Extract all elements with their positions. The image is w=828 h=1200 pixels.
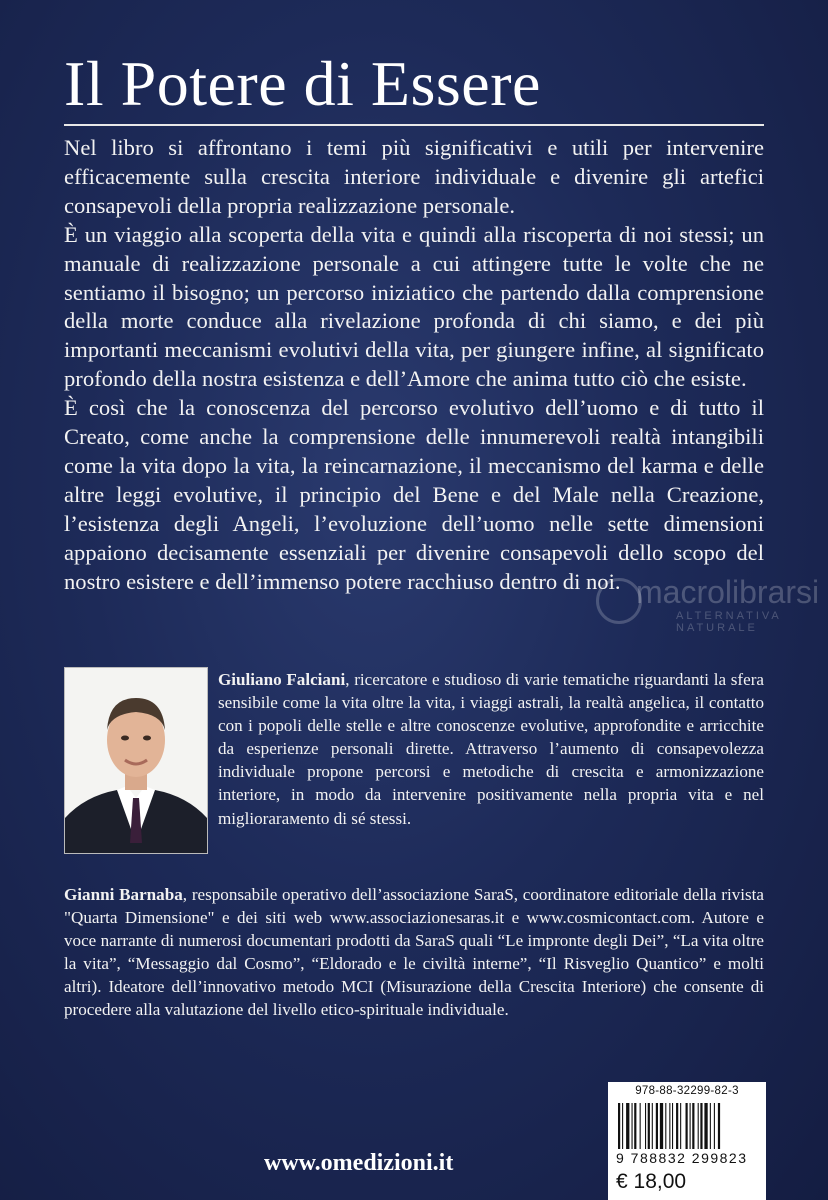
author2-name: Gianni Barnaba (64, 885, 183, 904)
barcode-icon (616, 1103, 758, 1149)
intro-text (64, 134, 764, 597)
ean-number: 9 788832 299823 (616, 1150, 748, 1166)
author1-bio-text: , ricercatore e studioso di varie tematiche riguardanti la sfera sensibile come la vita oltre la vita, i viaggi astrali, la realtà angelica, il contatto con i popoli delle stelle e altre conoscenze evolutive, approfondite e arricchite da esperienze personali dirette. Attraverso l’aumento di consapevolezza individuale propone percorsi e metodiche di crescita e armonizzazione interiore, in modo da intervenire positivamente nella propria vita e nel migliorarамento di sé stessi. (218, 670, 764, 828)
author-photo (64, 667, 208, 854)
author-portrait-icon (65, 668, 207, 853)
intro-paragraph: Nel libro si affrontano i temi più significativi e utili per intervenire efficacemente sulla crescita interiore individuale e divenire gli artefici consapevoli della propria realizzazione personale. (64, 135, 764, 218)
price: € 18,00 (616, 1170, 687, 1193)
watermark-tagline: ALTERNATIVA NATURALE (676, 610, 782, 634)
author1-bio (218, 668, 764, 830)
author1-name: Giuliano Falciani (218, 670, 346, 689)
title-underline (64, 124, 764, 126)
watermark-brand: macrolibrarsi (636, 574, 820, 610)
author2-bio (64, 883, 764, 1022)
intro-paragraph: È così che la conoscenza del percorso evolutivo dell’uomo e di tutto il Creato, come anche la comprensione delle innumerevoli realtà intangibili come la vita dopo la vita, la reincarnazione, il meccanismo del karma e delle altre leggi evolutive, il principio del Bene e del Male nella Creazione, l’esistenza degli Angeli, l’evoluzione dell’uomo nelle sette dimensioni appaiono decisamente essenziali per divenire consapevoli dello scopo del nostro esistere e dell’immenso potere racchiuso dentro di noi. (64, 395, 764, 594)
barcode-label (608, 1082, 766, 1200)
publisher-website: www.omedizioni.it (264, 1150, 454, 1176)
isbn-text: 978-88-32299-82-3 (635, 1085, 739, 1097)
author2-bio-text: , responsabile operativo dell’associazione SaraS, coordinatore editoriale della rivista "Quarta Dimensione" e dei siti web www.associazionesaras.it e www.cosmicontact.com. Autore e voce narrante di numerosi documentari prodotti da SaraS quali “Le impronte degli Dei”, “La vita oltre la vita”, “Messaggio dal Cosmo”, “Eldorado e le civiltà interne”, “Il Risveglio Quantico” e molti altri). Ideatore dell’innovativo metodo MCI (Misurazione della Crescita Interiore) che consente di procedere alla valutazione del livello etico-spirituale individuale. (64, 885, 764, 1020)
book-title: Il Potere di Essere (64, 48, 541, 119)
intro-paragraph: È un viaggio alla scoperta della vita e quindi alla riscoperta di noi stessi; un manuale di realizzazione personale a cui attingere tutte le volte che ne sentiamo il bisogno; un percorso iniziatico che partendo dalla comprensione della morte conduce alla rivelazione profonda di chi siamo, e dei più importanti meccanismi evolutivi della vita, per giungere infine, al significato profondo della nostra esistenza e dell’Amore che anima tutto ciò che esiste. (64, 221, 764, 392)
